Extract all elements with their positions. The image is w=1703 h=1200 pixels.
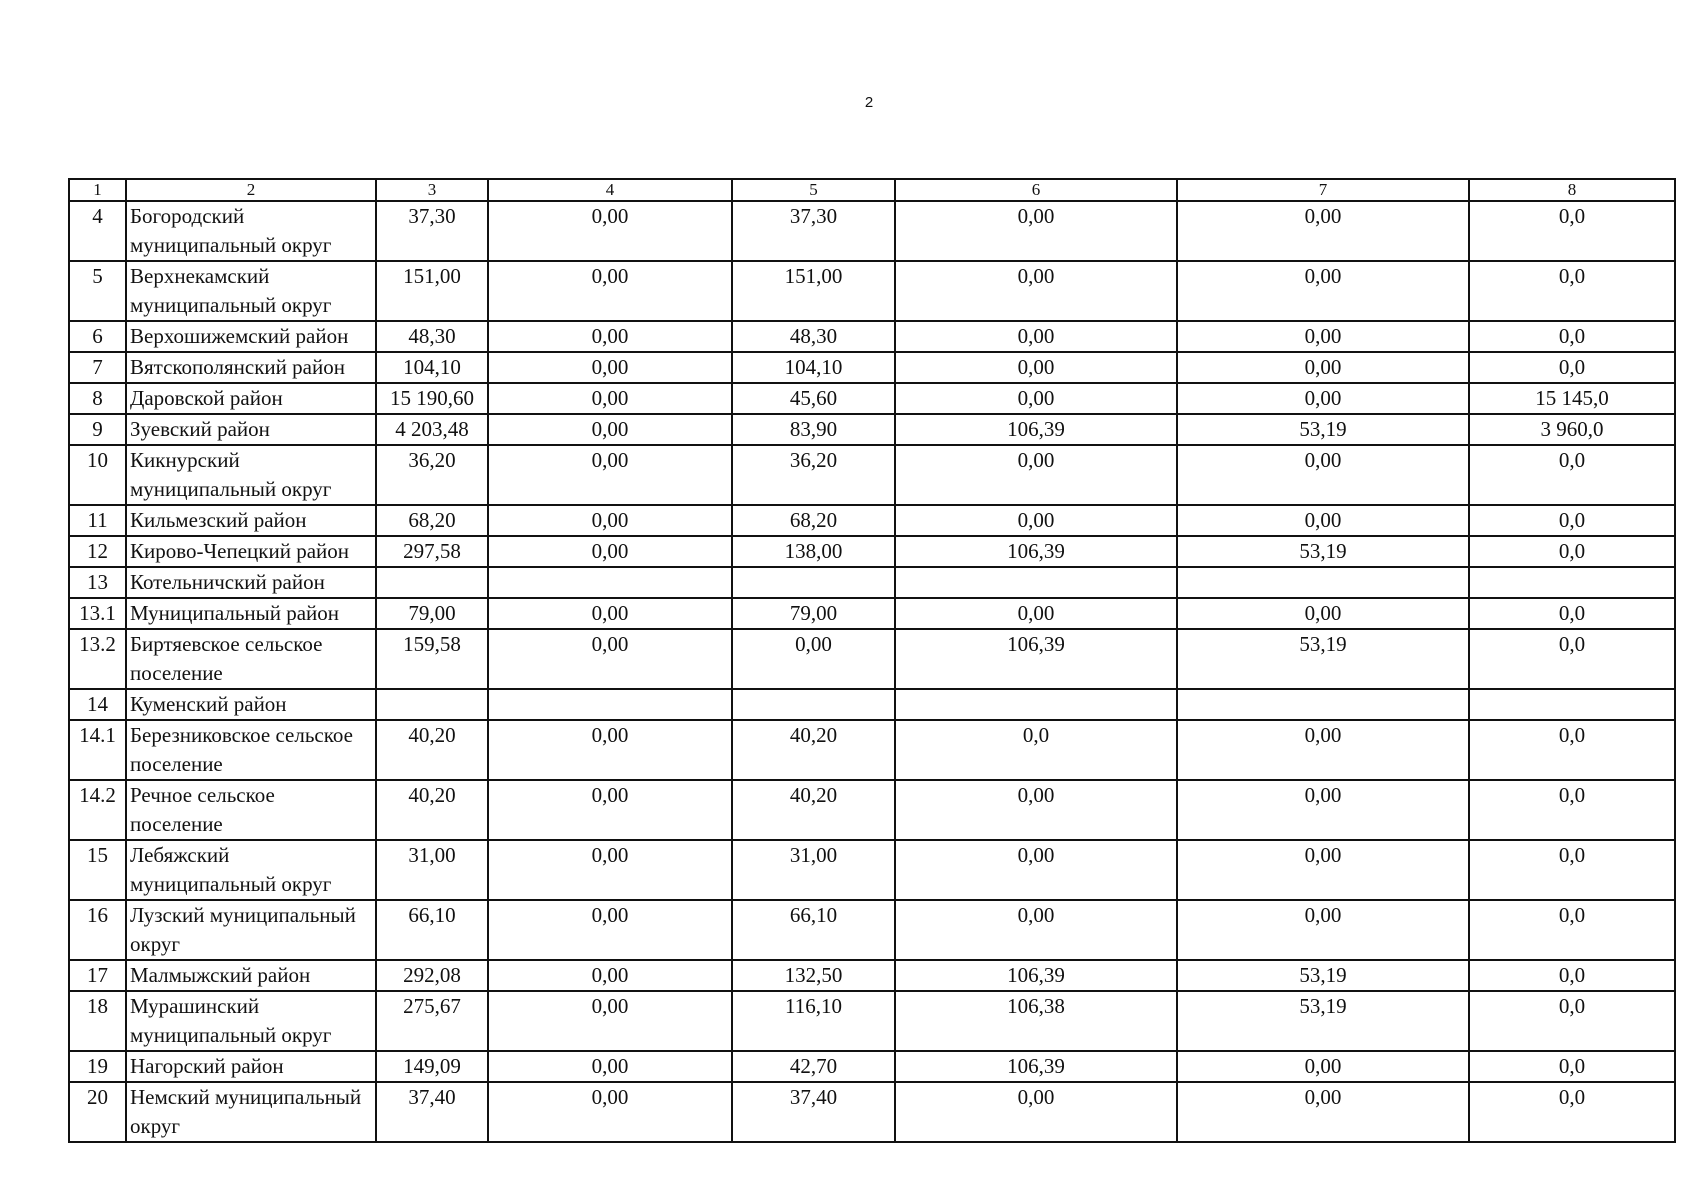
column-4-cell: 0,00: [488, 536, 732, 567]
column-3-cell: 104,10: [376, 352, 488, 383]
column-8-cell: 0,0: [1469, 261, 1675, 321]
row-number-cell: 14: [69, 689, 126, 720]
territory-name-cell: Кирово-Чепецкий район: [126, 536, 376, 567]
territory-name-cell: Малмыжский район: [126, 960, 376, 991]
column-7-cell: 0,00: [1177, 383, 1469, 414]
column-4-cell: 0,00: [488, 840, 732, 900]
column-6-cell: 0,00: [895, 780, 1177, 840]
territory-name-cell: Лебяжский муниципальный округ: [126, 840, 376, 900]
column-8-cell: 0,0: [1469, 1082, 1675, 1142]
column-5-cell: 116,10: [732, 991, 895, 1051]
column-4-cell: 0,00: [488, 720, 732, 780]
column-4-cell: 0,00: [488, 505, 732, 536]
table-header-row: [69, 179, 1675, 201]
table-row: [69, 780, 1675, 840]
column-6-cell: 0,00: [895, 900, 1177, 960]
column-5-cell: 104,10: [732, 352, 895, 383]
column-6-cell: 0,00: [895, 505, 1177, 536]
column-3-cell: 79,00: [376, 598, 488, 629]
row-number-cell: 10: [69, 445, 126, 505]
table-row: [69, 720, 1675, 780]
column-6-cell: 0,00: [895, 840, 1177, 900]
column-8-cell: [1469, 689, 1675, 720]
column-4-cell: 0,00: [488, 414, 732, 445]
column-4-cell: 0,00: [488, 321, 732, 352]
column-8-cell: 0,0: [1469, 780, 1675, 840]
column-7-cell: 0,00: [1177, 598, 1469, 629]
column-6-cell: 0,00: [895, 1082, 1177, 1142]
column-7-cell: 0,00: [1177, 780, 1469, 840]
column-4-cell: 0,00: [488, 900, 732, 960]
column-3-cell: [376, 567, 488, 598]
column-7-cell: 0,00: [1177, 840, 1469, 900]
table-row: [69, 261, 1675, 321]
column-6-cell: 0,00: [895, 201, 1177, 261]
table-row: [69, 567, 1675, 598]
table-row: [69, 1082, 1675, 1142]
column-7-cell: 0,00: [1177, 1051, 1469, 1082]
territory-name-cell: Немский муниципальный округ: [126, 1082, 376, 1142]
column-4-cell: 0,00: [488, 598, 732, 629]
column-8-cell: 0,0: [1469, 352, 1675, 383]
row-number-cell: 9: [69, 414, 126, 445]
column-3-cell: 37,40: [376, 1082, 488, 1142]
table-row: [69, 629, 1675, 689]
column-5-cell: [732, 567, 895, 598]
column-7-cell: [1177, 689, 1469, 720]
column-5-cell: 138,00: [732, 536, 895, 567]
column-4-cell: 0,00: [488, 352, 732, 383]
column-3-cell: 36,20: [376, 445, 488, 505]
column-7-cell: 0,00: [1177, 900, 1469, 960]
column-3-cell: 297,58: [376, 536, 488, 567]
column-5-cell: 151,00: [732, 261, 895, 321]
column-8-cell: 0,0: [1469, 201, 1675, 261]
column-5-cell: 66,10: [732, 900, 895, 960]
column-7-cell: 53,19: [1177, 414, 1469, 445]
territory-name-cell: Зуевский район: [126, 414, 376, 445]
column-7-cell: 0,00: [1177, 352, 1469, 383]
column-5-cell: 0,00: [732, 629, 895, 689]
territory-name-cell: Котельничский район: [126, 567, 376, 598]
row-number-cell: 19: [69, 1051, 126, 1082]
column-8-cell: 3 960,0: [1469, 414, 1675, 445]
column-7-cell: 53,19: [1177, 960, 1469, 991]
column-5-cell: 48,30: [732, 321, 895, 352]
row-number-cell: 14.1: [69, 720, 126, 780]
column-5-cell: 37,30: [732, 201, 895, 261]
column-5-cell: 40,20: [732, 780, 895, 840]
column-header: 7: [1177, 179, 1469, 201]
column-8-cell: [1469, 567, 1675, 598]
column-6-cell: [895, 689, 1177, 720]
table-row: [69, 900, 1675, 960]
column-6-cell: 0,00: [895, 383, 1177, 414]
column-8-cell: 0,0: [1469, 991, 1675, 1051]
column-4-cell: [488, 567, 732, 598]
column-8-cell: 15 145,0: [1469, 383, 1675, 414]
territory-name-cell: Куменский район: [126, 689, 376, 720]
row-number-cell: 15: [69, 840, 126, 900]
territory-name-cell: Верхошижемский район: [126, 321, 376, 352]
row-number-cell: 11: [69, 505, 126, 536]
row-number-cell: 13.2: [69, 629, 126, 689]
row-number-cell: 13: [69, 567, 126, 598]
table-row: [69, 445, 1675, 505]
column-4-cell: 0,00: [488, 991, 732, 1051]
column-3-cell: 292,08: [376, 960, 488, 991]
territory-name-cell: Богородский муниципальный округ: [126, 201, 376, 261]
territory-name-cell: Вятскополянский район: [126, 352, 376, 383]
column-6-cell: 106,39: [895, 414, 1177, 445]
column-3-cell: 31,00: [376, 840, 488, 900]
column-8-cell: 0,0: [1469, 900, 1675, 960]
column-8-cell: 0,0: [1469, 598, 1675, 629]
column-header: 3: [376, 179, 488, 201]
column-8-cell: 0,0: [1469, 445, 1675, 505]
column-8-cell: 0,0: [1469, 536, 1675, 567]
column-4-cell: 0,00: [488, 780, 732, 840]
column-8-cell: 0,0: [1469, 505, 1675, 536]
territory-name-cell: Кильмезский район: [126, 505, 376, 536]
table-row: [69, 505, 1675, 536]
column-header: 5: [732, 179, 895, 201]
territory-name-cell: Березниковское сельское поселение: [126, 720, 376, 780]
row-number-cell: 8: [69, 383, 126, 414]
table-row: [69, 689, 1675, 720]
column-4-cell: 0,00: [488, 445, 732, 505]
row-number-cell: 12: [69, 536, 126, 567]
column-header: 2: [126, 179, 376, 201]
column-3-cell: 149,09: [376, 1051, 488, 1082]
column-8-cell: 0,0: [1469, 840, 1675, 900]
column-6-cell: 106,39: [895, 960, 1177, 991]
column-3-cell: [376, 689, 488, 720]
column-5-cell: 31,00: [732, 840, 895, 900]
row-number-cell: 6: [69, 321, 126, 352]
column-3-cell: 159,58: [376, 629, 488, 689]
column-6-cell: 0,00: [895, 352, 1177, 383]
column-7-cell: 53,19: [1177, 536, 1469, 567]
row-number-cell: 13.1: [69, 598, 126, 629]
column-3-cell: 40,20: [376, 720, 488, 780]
table-row: [69, 991, 1675, 1051]
column-7-cell: 0,00: [1177, 261, 1469, 321]
column-8-cell: 0,0: [1469, 321, 1675, 352]
column-7-cell: 53,19: [1177, 629, 1469, 689]
column-8-cell: 0,0: [1469, 720, 1675, 780]
row-number-cell: 16: [69, 900, 126, 960]
column-6-cell: [895, 567, 1177, 598]
column-3-cell: 15 190,60: [376, 383, 488, 414]
row-number-cell: 4: [69, 201, 126, 261]
column-5-cell: 83,90: [732, 414, 895, 445]
column-5-cell: [732, 689, 895, 720]
column-4-cell: 0,00: [488, 960, 732, 991]
column-4-cell: 0,00: [488, 261, 732, 321]
column-7-cell: 0,00: [1177, 505, 1469, 536]
column-4-cell: 0,00: [488, 1051, 732, 1082]
column-3-cell: 48,30: [376, 321, 488, 352]
territory-name-cell: Нагорский район: [126, 1051, 376, 1082]
column-header: 4: [488, 179, 732, 201]
column-7-cell: 0,00: [1177, 201, 1469, 261]
table-row: [69, 960, 1675, 991]
column-4-cell: [488, 689, 732, 720]
column-6-cell: 0,00: [895, 261, 1177, 321]
column-4-cell: 0,00: [488, 201, 732, 261]
table-row: [69, 321, 1675, 352]
column-5-cell: 42,70: [732, 1051, 895, 1082]
column-6-cell: 106,39: [895, 629, 1177, 689]
territory-name-cell: Верхнекамский муниципальный округ: [126, 261, 376, 321]
column-4-cell: 0,00: [488, 1082, 732, 1142]
column-6-cell: 106,39: [895, 536, 1177, 567]
column-header: 8: [1469, 179, 1675, 201]
column-4-cell: 0,00: [488, 629, 732, 689]
column-3-cell: 37,30: [376, 201, 488, 261]
table-row: [69, 598, 1675, 629]
page-number: 2: [864, 94, 874, 111]
territory-name-cell: Кикнурский муниципальный округ: [126, 445, 376, 505]
row-number-cell: 20: [69, 1082, 126, 1142]
column-6-cell: 0,00: [895, 445, 1177, 505]
column-7-cell: 53,19: [1177, 991, 1469, 1051]
row-number-cell: 14.2: [69, 780, 126, 840]
territory-name-cell: Биртяевское сельское поселение: [126, 629, 376, 689]
column-5-cell: 132,50: [732, 960, 895, 991]
column-4-cell: 0,00: [488, 383, 732, 414]
column-3-cell: 151,00: [376, 261, 488, 321]
column-7-cell: 0,00: [1177, 321, 1469, 352]
row-number-cell: 7: [69, 352, 126, 383]
territory-name-cell: Муниципальный район: [126, 598, 376, 629]
row-number-cell: 5: [69, 261, 126, 321]
territory-name-cell: Даровской район: [126, 383, 376, 414]
column-6-cell: 0,00: [895, 598, 1177, 629]
column-5-cell: 40,20: [732, 720, 895, 780]
column-header: 6: [895, 179, 1177, 201]
column-5-cell: 36,20: [732, 445, 895, 505]
column-6-cell: 106,38: [895, 991, 1177, 1051]
column-5-cell: 68,20: [732, 505, 895, 536]
column-6-cell: 0,00: [895, 321, 1177, 352]
table-row: [69, 536, 1675, 567]
table-row: [69, 414, 1675, 445]
data-table: [68, 178, 1676, 1143]
column-7-cell: 0,00: [1177, 445, 1469, 505]
column-3-cell: 4 203,48: [376, 414, 488, 445]
row-number-cell: 18: [69, 991, 126, 1051]
table-row: [69, 383, 1675, 414]
column-7-cell: [1177, 567, 1469, 598]
column-5-cell: 45,60: [732, 383, 895, 414]
table-row: [69, 1051, 1675, 1082]
territory-name-cell: Лузский муниципальный округ: [126, 900, 376, 960]
column-3-cell: 66,10: [376, 900, 488, 960]
row-number-cell: 17: [69, 960, 126, 991]
column-6-cell: 106,39: [895, 1051, 1177, 1082]
column-6-cell: 0,0: [895, 720, 1177, 780]
table-row: [69, 840, 1675, 900]
column-3-cell: 68,20: [376, 505, 488, 536]
column-8-cell: 0,0: [1469, 960, 1675, 991]
column-3-cell: 275,67: [376, 991, 488, 1051]
table-row: [69, 352, 1675, 383]
column-5-cell: 79,00: [732, 598, 895, 629]
column-header: 1: [69, 179, 126, 201]
territory-name-cell: Речное сельское поселение: [126, 780, 376, 840]
column-8-cell: 0,0: [1469, 1051, 1675, 1082]
column-7-cell: 0,00: [1177, 720, 1469, 780]
column-5-cell: 37,40: [732, 1082, 895, 1142]
table-row: [69, 201, 1675, 261]
column-7-cell: 0,00: [1177, 1082, 1469, 1142]
territory-name-cell: Мурашинский муниципальный округ: [126, 991, 376, 1051]
column-8-cell: 0,0: [1469, 629, 1675, 689]
column-3-cell: 40,20: [376, 780, 488, 840]
